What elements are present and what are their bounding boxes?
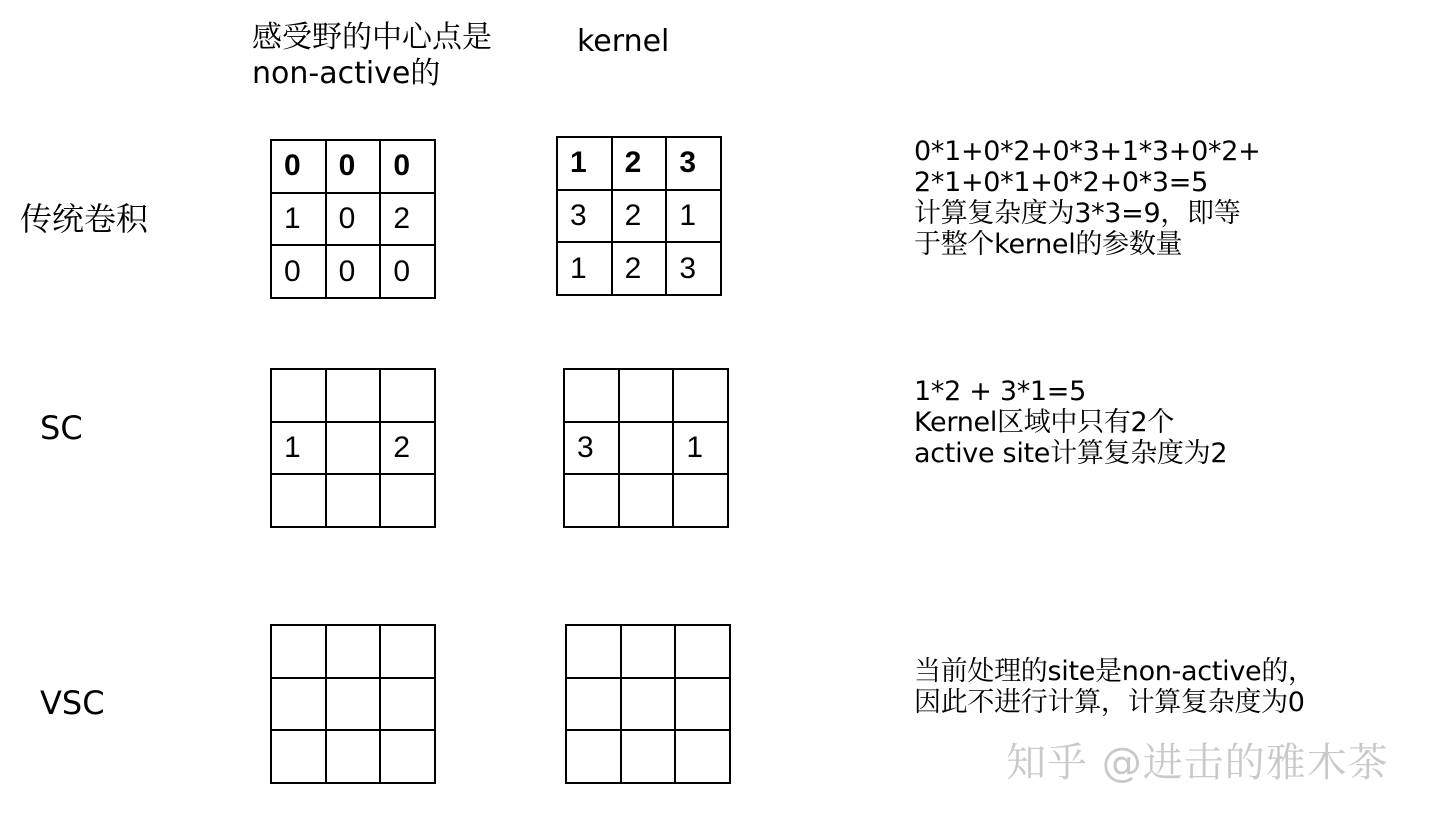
note-line: 因此不进行计算，计算复杂度为0 [914, 687, 1305, 718]
grid-cell: 1 [557, 242, 612, 295]
grid-cell [675, 678, 730, 731]
grid-cell: 2 [380, 193, 435, 246]
field-header [252, 20, 492, 92]
grid-cell [271, 369, 326, 422]
grid-cell [619, 422, 674, 475]
grid-cell [326, 678, 381, 731]
grid-cell [566, 730, 621, 783]
note-line: 0*1+0*2+0*3+1*3+0*2+ [914, 136, 1261, 167]
receptive-field-grid-traditional [270, 139, 436, 299]
grid-row [271, 474, 435, 527]
grid-cell: 2 [612, 190, 667, 243]
grid-row [271, 193, 435, 246]
kernel-grid-traditional [556, 136, 722, 296]
note-line: 当前处理的site是non-active的， [914, 656, 1315, 687]
note-line: 1*2 + 3*1=5 [914, 376, 1087, 407]
grid-cell [619, 474, 674, 527]
zhihu-watermark: 知乎 @进击的雅木茶 [1006, 740, 1389, 786]
grid-cell: 0 [380, 140, 435, 193]
grid-cell [619, 369, 674, 422]
grid-cell: 1 [271, 422, 326, 475]
grid-cell [380, 474, 435, 527]
grid-cell [380, 369, 435, 422]
grid-cell [326, 369, 381, 422]
grid-cell: 3 [564, 422, 619, 475]
grid-cell [380, 730, 435, 783]
grid-cell [564, 474, 619, 527]
grid-cell [621, 625, 676, 678]
grid-row [271, 422, 435, 475]
grid-row [271, 140, 435, 193]
grid-cell: 2 [612, 137, 667, 190]
grid-row [564, 474, 728, 527]
grid-cell [271, 678, 326, 731]
grid-cell: 0 [380, 245, 435, 298]
grid-row [564, 369, 728, 422]
grid-row [564, 422, 728, 475]
note-sc [914, 376, 1227, 469]
grid-cell [621, 730, 676, 783]
field-header-line-2: non-active的 [252, 56, 441, 91]
grid-cell: 3 [557, 190, 612, 243]
grid-cell: 0 [271, 245, 326, 298]
row-label-sc: SC [40, 409, 83, 447]
note-traditional-conv [914, 136, 1260, 260]
note-line: 于整个kernel的参数量 [914, 229, 1183, 260]
note-vsc [914, 656, 1315, 718]
grid-row [271, 625, 435, 678]
grid-row [566, 625, 730, 678]
grid-cell: 2 [612, 242, 667, 295]
grid-cell [271, 474, 326, 527]
grid-cell [271, 730, 326, 783]
grid-row [271, 369, 435, 422]
grid-cell [675, 625, 730, 678]
receptive-field-grid-sc [270, 368, 436, 528]
grid-cell [326, 422, 381, 475]
note-line: 2*1+0*1+0*2+0*3=5 [914, 167, 1208, 198]
grid-cell [566, 625, 621, 678]
grid-cell: 0 [271, 140, 326, 193]
receptive-field-grid-vsc [270, 624, 436, 784]
grid-row [557, 137, 721, 190]
grid-cell [675, 730, 730, 783]
grid-cell [621, 678, 676, 731]
grid-cell [271, 625, 326, 678]
note-line: Kernel区域中只有2个 [914, 407, 1175, 438]
grid-cell: 3 [666, 242, 721, 295]
row-label-vsc: VSC [40, 684, 105, 722]
grid-row [557, 242, 721, 295]
grid-cell [566, 678, 621, 731]
grid-cell: 2 [380, 422, 435, 475]
kernel-grid-sc [563, 368, 729, 528]
grid-cell: 1 [666, 190, 721, 243]
grid-cell [326, 625, 381, 678]
grid-cell [673, 474, 728, 527]
grid-cell [673, 369, 728, 422]
note-line: active site计算复杂度为2 [914, 438, 1228, 469]
grid-cell: 1 [673, 422, 728, 475]
grid-cell [380, 678, 435, 731]
grid-cell: 0 [326, 140, 381, 193]
grid-cell: 0 [326, 245, 381, 298]
grid-cell [326, 730, 381, 783]
field-header-line-1: 感受野的中心点是 [252, 20, 492, 55]
grid-cell: 1 [271, 193, 326, 246]
grid-row [271, 678, 435, 731]
grid-row [566, 678, 730, 731]
note-line: 计算复杂度为3*3=9，即等 [914, 198, 1241, 229]
grid-cell [564, 369, 619, 422]
grid-cell: 1 [557, 137, 612, 190]
grid-row [271, 245, 435, 298]
row-label-traditional-conv: 传统卷积 [20, 200, 149, 238]
kernel-grid-vsc [565, 624, 731, 784]
grid-row [557, 190, 721, 243]
grid-cell: 3 [666, 137, 721, 190]
grid-cell [326, 474, 381, 527]
grid-cell: 0 [326, 193, 381, 246]
grid-row [566, 730, 730, 783]
grid-cell [380, 625, 435, 678]
grid-row [271, 730, 435, 783]
kernel-header: kernel [577, 24, 670, 59]
